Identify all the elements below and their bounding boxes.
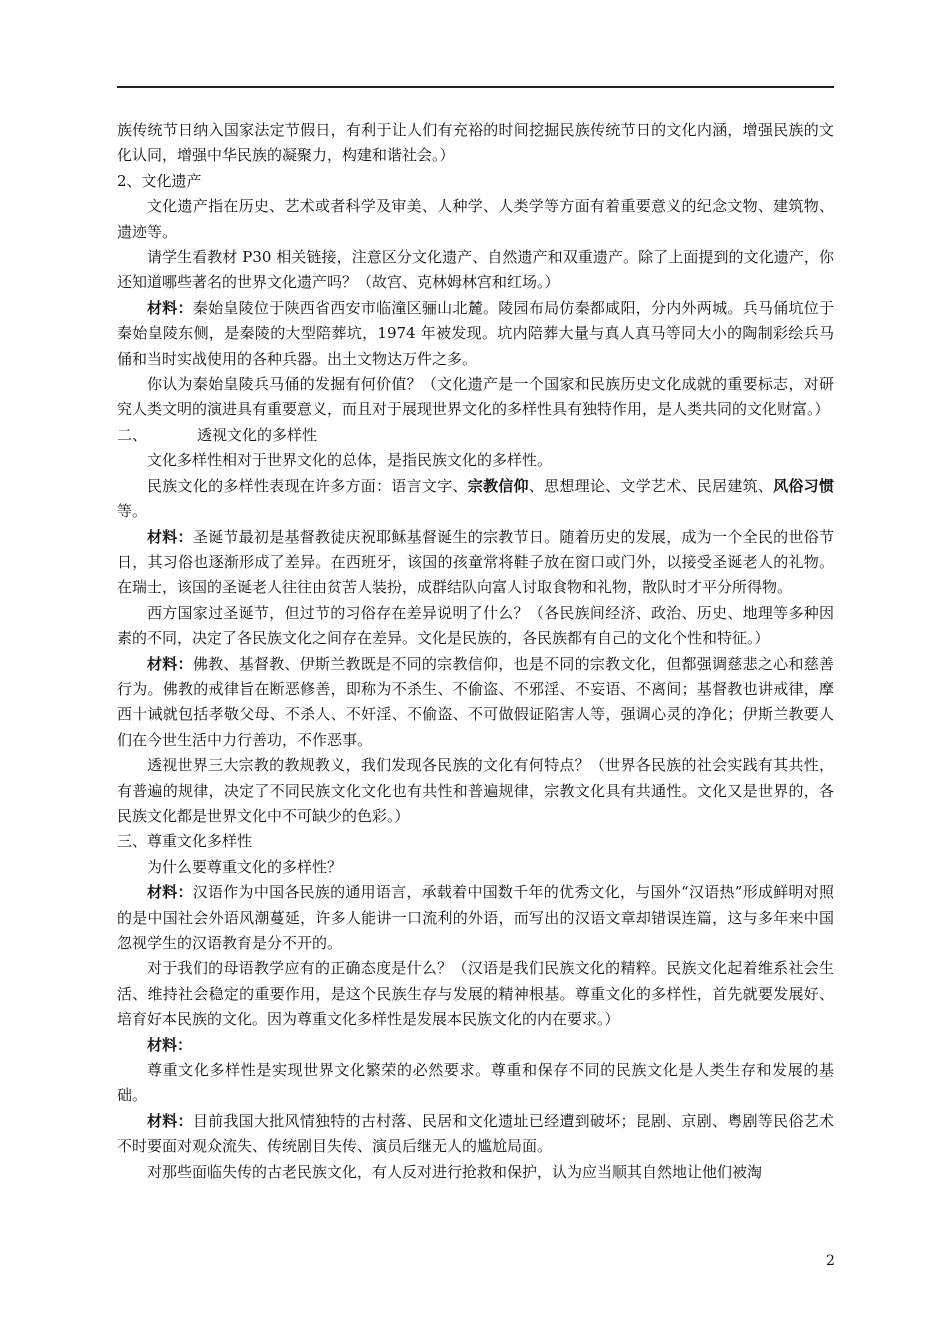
paragraph: 文化多样性相对于世界文化的总体，是指民族文化的多样性。	[147, 451, 553, 470]
paragraph: 为什么要尊重文化的多样性？	[147, 857, 343, 876]
material-paragraph	[117, 1033, 834, 1058]
material-label: 材料：	[147, 1111, 193, 1130]
material-label: 材料：	[147, 1035, 193, 1054]
section-heading: 2、文化遗产	[117, 171, 202, 190]
material-label: 材料：	[147, 654, 193, 673]
material-paragraph: 材料：汉语作为中国各民族的通用语言，承载着中国数千年的优秀文化，与国外“汉语热”形成鲜明对照的是中国社会外语风潮蔓延，许多人能讲一口流利的外语，而写出的汉语文章却错误连篇，这与多年来中国忽视学生的汉语教育是分不开的。	[117, 883, 834, 952]
material-label: 材料：	[147, 527, 193, 546]
paragraph: 文化遗产指在历史、艺术或者科学及审美、人种学、人类学等方面有着重要意义的纪念文物、建筑物、遗迹等。	[117, 197, 834, 241]
paragraph: 你认为秦始皇陵兵马俑的发掘有何价值？（文化遗产是一个国家和民族历史文化成就的重要标志，对研究人类文明的演进具有重要意义，而且对于展现世界文化的多样性具有独特作用，是人类共同的文化财富。）	[117, 375, 834, 419]
paragraph: 族传统节日纳入国家法定节假日，有利于让人们有充裕的时间挖掘民族传统节日的文化内涵，增强民族的文化认同，增强中华民族的凝聚力，构建和谐社会。）	[117, 121, 834, 165]
paragraph: 透视世界三大宗教的教规教义，我们发现各民族的文化有何特点？（世界各民族的社会实践有其共性，有普遍的规律，决定了不同民族文化文化也有共性和普遍规律，宗教文化具有共通性。文化又是世界的，各民族文化都是世界文化中不可缺少的色彩。）	[117, 756, 834, 825]
paragraph: 西方国家过圣诞节，但过节的习俗存在差异说明了什么？（各民族间经济、政治、历史、地理等多种因素的不同，决定了各民族文化之间存在差异。文化是民族的，各民族都有自己的文化个性和特征。）	[117, 603, 834, 648]
page-number: 2	[826, 1253, 835, 1269]
paragraph: 对于我们的母语教学应有的正确态度是什么？（汉语是我们民族文化的精粹。民族文化起着维系社会生活、维持社会稳定的重要作用，是这个民族生存与发展的精神根基。尊重文化的多样性，首先就要发展好、培育好本民族的文化。因为尊重文化多样性是发展本民族文化的内在要求。）	[117, 959, 834, 1029]
header-rule	[117, 86, 834, 88]
material-paragraph: 材料：秦始皇陵位于陕西省西安市临潼区骊山北麓。陵园布局仿秦都咸阳，分内外两城。兵马俑坑位于秦始皇陵东侧，是秦陵的大型陪葬坑，1974 年被发现。坑内陪葬大量与真人真马等同大小的陶制彩绘兵马俑和当时实战使用的各种兵器。出土文物达万件之多。	[117, 298, 834, 368]
section-heading: 三、尊重文化多样性	[117, 832, 253, 851]
paragraph: 对那些面临失传的古老民族文化，有人反对进行抢救和保护，认为应当顺其自然地让他们被淘	[147, 1162, 763, 1181]
paragraph: 尊重文化多样性是实现世界文化繁荣的必然要求。尊重和保存不同的民族文化是人类生存和发展的基础。	[117, 1061, 834, 1105]
document-body	[117, 118, 834, 1185]
material-paragraph: 材料：佛教、基督教、伊斯兰教既是不同的宗教信仰，也是不同的宗教文化，但都强调慈悲之心和慈善行为。佛教的戒律旨在断恶修善，即称为不杀生、不偷盗、不邪淫、不妄语、不离间；基督教也讲戒律，摩西十诫就包括孝敬父母、不杀人、不奸淫、不偷盗、不可做假证陷害人等，强调心灵的净化；伊斯兰教要人们在今世生活中力行善功，不作恶事。	[117, 654, 834, 749]
section-heading: 二、 透视文化的多样性	[117, 425, 318, 444]
material-paragraph: 材料：目前我国大批风情独特的古村落、民居和文化遗址已经遭到破坏；昆剧、京剧、粤剧等民俗艺术不时要面对观众流失、传统剧目失传、演员后继无人的尴尬局面。	[117, 1111, 834, 1156]
material-label: 材料：	[147, 298, 193, 317]
paragraph: 民族文化的多样性表现在许多方面：语言文字、宗教信仰、思想理论、文学艺术、民居建筑、风俗习惯等。	[117, 476, 834, 521]
material-label: 材料：	[147, 883, 193, 902]
paragraph: 请学生看教材 P30 相关链接，注意区分文化遗产、自然遗产和双重遗产。除了上面提到的文化遗产，你还知道哪些著名的世界文化遗产吗？（故宫、克林姆林宫和红场。）	[117, 248, 834, 292]
material-paragraph: 材料：圣诞节最初是基督教徒庆祝耶稣基督诞生的宗教节日。随着历史的发展，成为一个全民的世俗节日，其习俗也逐渐形成了差异。在西班牙，该国的孩童常将鞋子放在窗口或门外，以接受圣诞老人的礼物。在瑞士，该国的圣诞老人往往由贫苦人装扮，成群结队向富人讨取食物和礼物，散队时才平分所得物。	[117, 527, 834, 597]
